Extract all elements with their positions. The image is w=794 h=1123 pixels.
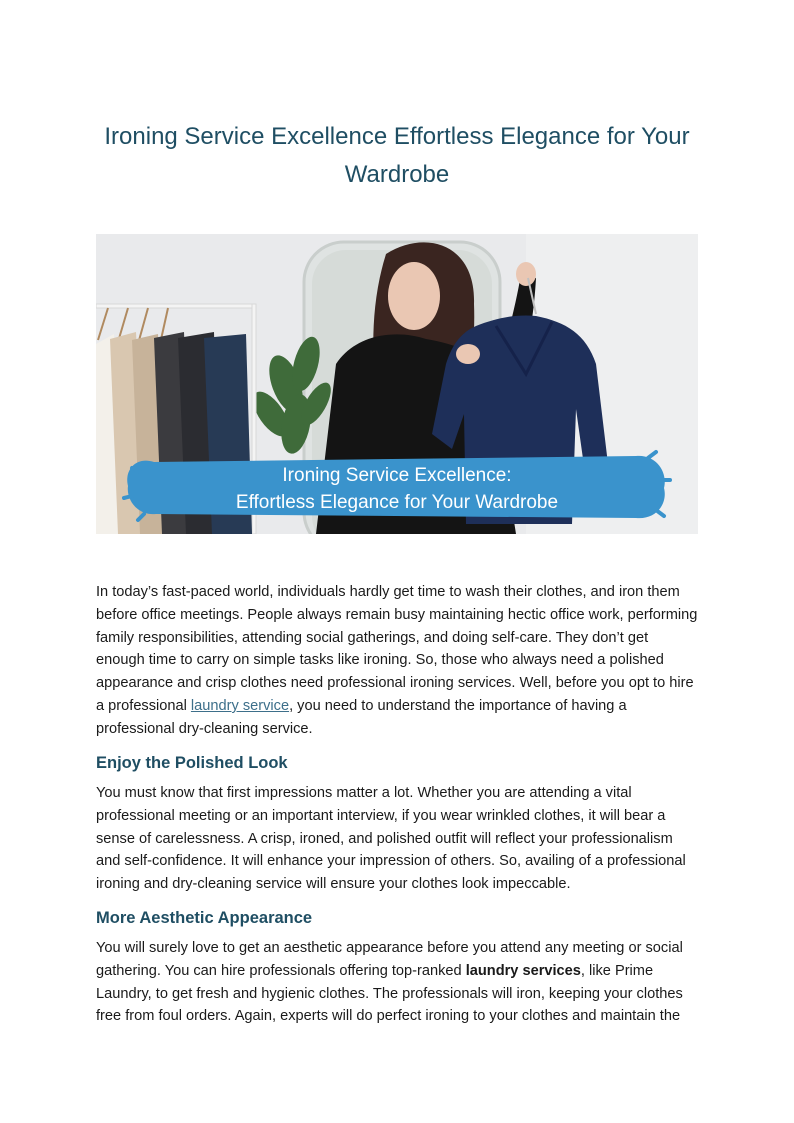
intro-paragraph	[96, 581, 698, 741]
hero-banner-line-1: Ironing Service Excellence:	[282, 465, 512, 486]
laundry-service-link[interactable]: laundry service	[190, 697, 290, 714]
hero-banner-line-2: Effortless Elegance for Your Wardrobe	[235, 492, 559, 513]
section2-text-2: , like Prime Laundry, to get fresh and hygienic clothes. The professionals will iron, keeping your clothes free from foul orders. Again, experts will do perfect ironing to your clothes and maintain the	[96, 962, 683, 1025]
hero-image	[96, 234, 698, 534]
section-paragraph-polished-look: You must know that first impressions matter a lot. Whether you are attending a vital professional meeting or an important interview, if you wear wrinkled clothes, it will bear a sense of carelessness. A crisp, ironed, and polished outfit will reflect your professionalism and self-confidence. It will enhance your impression of others. So, availing of a professional ironing and dry-cleaning service will ensure your clothes look impeccable.	[96, 785, 686, 893]
section-heading-aesthetic-appearance: More Aesthetic Appearance	[96, 909, 313, 927]
section2-text-1: You will surely love to get an aesthetic appearance before you attend any meeting or social gathering. You can hire professionals offering top-ranked	[96, 940, 683, 979]
intro-text-2: , you need to understand the importance of having a professional dry-cleaning service.	[96, 697, 627, 737]
section-paragraph-aesthetic-appearance	[96, 937, 698, 1028]
intro-text-1: In today’s fast-paced world, individuals hardly get time to wash their clothes, and iron them before office meetings. People always remain busy maintaining hectic office work, performing family responsibilities, attending social gatherings, and doing self-care. They don’t get enough time to carry on simple tasks like ironing. So, those who always need a polished appearance and crisp clothes need professional ironing services. Well, before you opt to hire a professional	[96, 584, 698, 714]
laundry-services-bold: laundry services	[465, 962, 581, 979]
section-heading-polished-look: Enjoy the Polished Look	[96, 754, 288, 772]
page-title: Ironing Service Excellence Effortless Elegance for Your Wardrobe	[104, 123, 690, 188]
hero-banner	[96, 462, 698, 516]
